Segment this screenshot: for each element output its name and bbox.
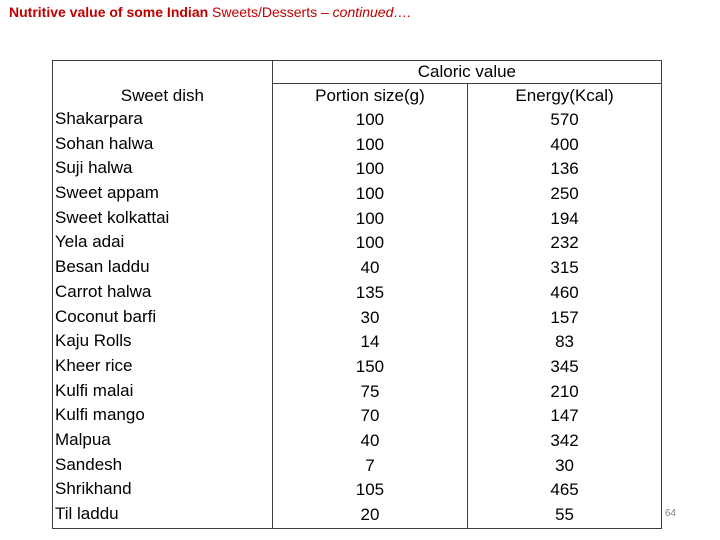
dish-name: Besan laddu xyxy=(55,257,150,277)
portion-value: 20 xyxy=(360,505,380,524)
page-number: 64 xyxy=(664,508,676,519)
energy-value: 465 xyxy=(550,480,579,500)
energy-value: 400 xyxy=(550,134,579,154)
slide-title xyxy=(9,4,411,20)
portion-value: 75 xyxy=(360,381,380,401)
title-part1: Nutritive value of some Indian xyxy=(9,4,213,20)
portion-value: 7 xyxy=(365,455,375,475)
energy-value: 250 xyxy=(550,184,579,204)
title-part3: continued…. xyxy=(332,4,412,20)
energy-value: 55 xyxy=(555,505,575,524)
dish-name: Coconut barfi xyxy=(55,306,157,326)
energy-value: 342 xyxy=(550,430,579,450)
dish-name: Yela adai xyxy=(55,232,125,252)
energy-value: 147 xyxy=(550,406,579,426)
energy-value: 157 xyxy=(550,307,579,327)
dish-list xyxy=(53,107,272,527)
dish-name: Sweet appam xyxy=(55,183,159,203)
energy-value: 194 xyxy=(550,208,579,228)
portion-value: 100 xyxy=(355,134,385,154)
energy-value: 345 xyxy=(550,356,579,376)
portion-header: Portion size(g) xyxy=(315,86,425,105)
dish-name: Sweet kolkattai xyxy=(55,207,170,227)
portion-value: 105 xyxy=(355,480,385,500)
energy-list xyxy=(468,108,661,528)
portion-value: 100 xyxy=(355,159,385,179)
dish-name: Suji halwa xyxy=(55,158,133,178)
portion-value: 100 xyxy=(355,110,385,129)
energy-value: 83 xyxy=(555,332,575,352)
dish-header: Sweet dish xyxy=(120,86,204,105)
dish-name: Kheer rice xyxy=(55,355,133,375)
dish-name: Sandesh xyxy=(55,454,123,474)
portion-value: 150 xyxy=(355,356,385,376)
dish-name: Malpua xyxy=(55,429,111,449)
title-part2: Sweets/Desserts – xyxy=(212,4,333,20)
dish-name: Shakarpara xyxy=(55,109,143,128)
portion-value: 40 xyxy=(360,430,380,450)
portion-value: 30 xyxy=(360,307,380,327)
dish-name: Kulfi malai xyxy=(55,380,134,400)
energy-value: 315 xyxy=(550,258,579,278)
nutrition-table xyxy=(52,60,662,529)
caloric-header: Caloric value xyxy=(272,61,661,84)
energy-value: 136 xyxy=(550,159,579,179)
portion-value: 70 xyxy=(360,406,380,426)
dish-name: Kaju Rolls xyxy=(55,331,132,351)
portion-value: 40 xyxy=(360,258,380,278)
portion-value: 100 xyxy=(355,184,385,204)
dish-name: Carrot halwa xyxy=(55,281,152,301)
portion-value: 14 xyxy=(360,332,380,352)
portion-value: 100 xyxy=(355,208,385,228)
portion-list xyxy=(273,108,467,528)
energy-value: 30 xyxy=(555,455,575,475)
portion-column xyxy=(272,84,467,529)
energy-header: Energy(Kcal) xyxy=(515,86,614,105)
energy-column xyxy=(468,84,662,529)
dish-name: Kulfi mango xyxy=(55,405,145,425)
dish-column xyxy=(53,61,273,529)
energy-value: 232 xyxy=(550,233,579,253)
portion-value: 135 xyxy=(355,282,385,302)
dish-name: Til laddu xyxy=(55,504,119,523)
energy-value: 210 xyxy=(550,381,579,401)
energy-value: 570 xyxy=(550,110,579,129)
dish-name: Sohan halwa xyxy=(55,133,154,153)
energy-value: 460 xyxy=(550,282,579,302)
dish-name: Shrikhand xyxy=(55,479,132,499)
portion-value: 100 xyxy=(355,233,385,253)
